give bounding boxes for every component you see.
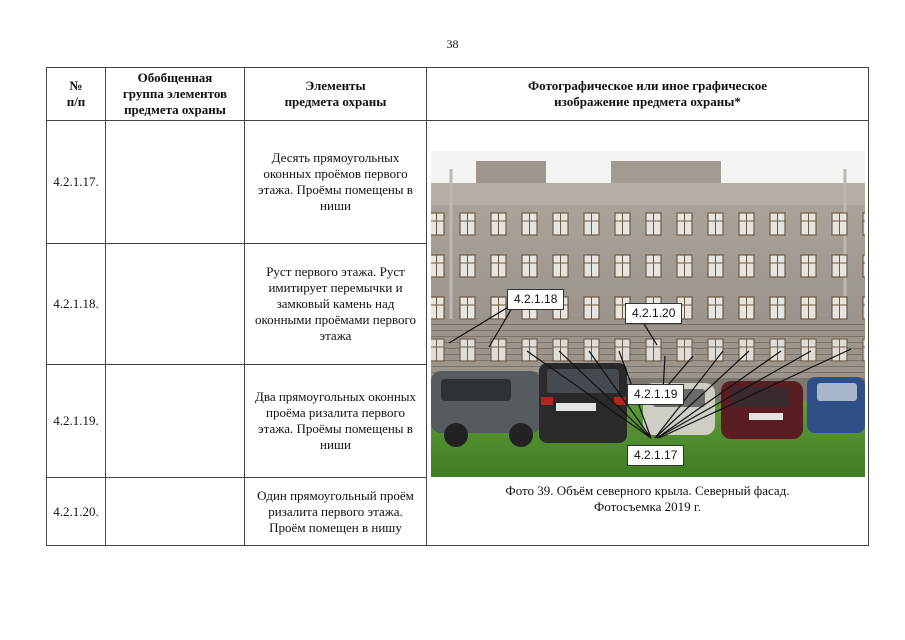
row-number: 4.2.1.18. [47, 244, 106, 365]
table-row [47, 121, 869, 244]
row-element: Два прямоугольных оконных проёма ризалита первого этажа. Проёмы помещены в ниши [245, 365, 427, 478]
row-number: 4.2.1.20. [47, 478, 106, 546]
row-group [106, 244, 245, 365]
protection-elements-table [46, 67, 869, 546]
row-element: Руст первого этажа. Руст имитирует перемычки и замковый камень над оконными проёмами первого этажа [245, 244, 427, 365]
row-number: 4.2.1.17. [47, 121, 106, 244]
header-group: Обобщенная группа элементов предмета охраны [106, 68, 245, 121]
header-image: Фотографическое или иное графическое изображение предмета охраны* [427, 68, 869, 121]
row-element: Один прямоугольный проём ризалита первого этажа. Проём помещен в нишу [245, 478, 427, 546]
callout-4-2-1-20: 4.2.1.20 [625, 303, 682, 324]
caption-line-1: Фото 39. Объём северного крыла. Северный фасад. [505, 483, 790, 498]
photo-cell [427, 121, 869, 546]
callout-4-2-1-18: 4.2.1.18 [507, 289, 564, 310]
row-group [106, 478, 245, 546]
photo-caption [431, 483, 864, 515]
row-number: 4.2.1.19. [47, 365, 106, 478]
callout-4-2-1-19: 4.2.1.19 [627, 384, 684, 405]
header-elements: Элементы предмета охраны [245, 68, 427, 121]
callout-4-2-1-17: 4.2.1.17 [627, 445, 684, 466]
row-group [106, 365, 245, 478]
header-num: № п/п [47, 68, 106, 121]
row-element: Десять прямоугольных оконных проёмов первого этажа. Проёмы помещены в ниши [245, 121, 427, 244]
table-header-row [47, 68, 869, 121]
row-group [106, 121, 245, 244]
caption-line-2: Фотосъемка 2019 г. [594, 499, 701, 514]
page-number: 38 [446, 37, 459, 51]
facade-photo [431, 151, 865, 477]
